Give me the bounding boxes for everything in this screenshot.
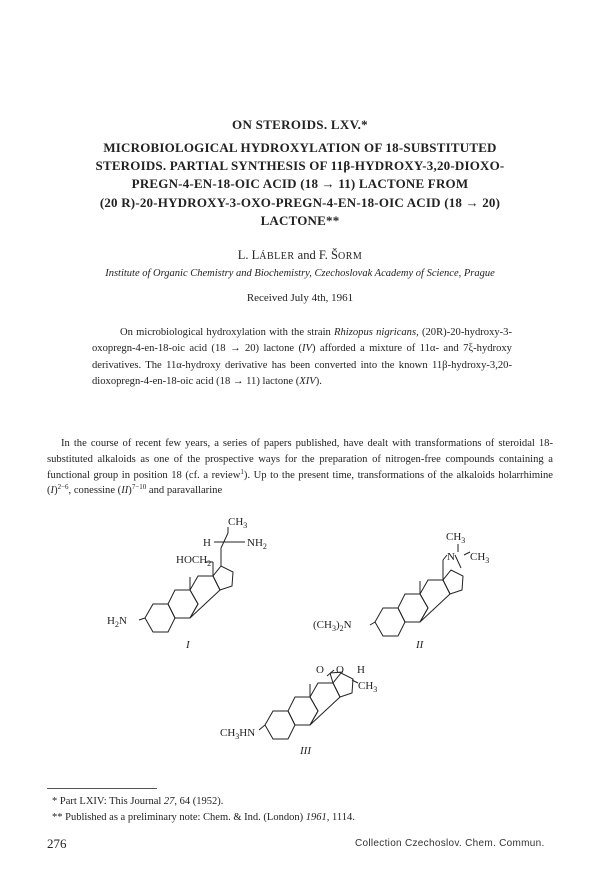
o-label: O <box>316 664 324 676</box>
nh2-label: $NH_2$ <box>247 537 267 551</box>
title-line: (20 R)-20-HYDROXY-3-OXO-PREGN-4-EN-18-OIC ACID (18 → 20) <box>99 194 501 210</box>
compound-label-III: III <box>300 745 311 757</box>
title-line: STEROIDS. PARTIAL SYNTHESIS OF 11β-HYDROXY-3,20-DIOXO- <box>95 158 505 174</box>
received-date: Received July 4th, 1961 <box>246 292 354 304</box>
ch3-label: $CH_3$ <box>470 551 490 565</box>
title-line: MICROBIOLOGICAL HYDROXYLATION OF 18-SUBSTITUTED <box>103 140 497 155</box>
h-label: H <box>357 664 365 676</box>
h-label: H <box>203 537 211 549</box>
structure-III <box>259 670 358 739</box>
abstract: On microbiological hydroxylation with the strain Rhizopus nigricans, (20R)-20-hydroxy-3-oxopregn-4-en-18-oic acid (18 → 20) lactone (IV) afforded a mixture of 11α- and 7ξ-hydroxy derivatives. The 11α-hydroxy derivative has been converted into the known 11β-hydroxy-3,20-dioxopregn-4-en-18-oic acid (18 → 11) lactone (XIV). <box>92 327 513 387</box>
ch3-label: $CH_3$ <box>358 680 378 694</box>
affiliation: Institute of Organic Chemistry and Biochemistry, Czechoslovak Academy of Science, Prague <box>105 268 495 279</box>
series-heading: ON STEROIDS. LXV.* <box>232 117 368 132</box>
body-paragraph: In the course of recent few years, a series of papers published, have dealt with transformations of steroidal 18-substituted alkaloids as one of the prospective ways for the preparation of nitrogen-free compounds containing a functional group in position 18 (cf. a review$^1$). Up to the present time, transformations of the alkaloids holarrhimine $(I)^{2-6}$, conessine (II)$^{7-10}$ and paravallarine <box>47 438 554 497</box>
compound-label-I: I <box>186 639 190 651</box>
title-line: PREGN-4-EN-18-OIC ACID (18 → 11) LACTONE FROM <box>131 176 469 192</box>
title-line: LACTONE** <box>260 212 340 228</box>
footnote-divider <box>47 788 157 789</box>
ch3-label: $CH_3$ <box>446 531 466 545</box>
amine-label: $(CH_3)_2N$ <box>313 619 352 633</box>
structure-I <box>139 527 245 632</box>
footnote: ** Published as a preliminary note: Chem. & Ind. (London) 1961, 1114. <box>52 812 355 823</box>
n-label: N <box>447 551 455 563</box>
o-label: O <box>336 664 344 676</box>
page-number: 276 <box>47 836 67 851</box>
hoch2-label: $HOCH_2$ <box>176 554 212 568</box>
structure-II <box>370 544 470 636</box>
authors: L. LÁBLER and F. ŠORM <box>237 248 363 262</box>
compound-label-II: II <box>416 639 424 651</box>
amine-label: $H_2N$ <box>107 615 127 629</box>
amine-label: $CH_3HN$ <box>220 727 256 741</box>
ch3-label: $CH_3$ <box>228 516 248 530</box>
footnote: * Part LXIV: This Journal 27, 64 (1952). <box>52 796 224 807</box>
journal-name: Collection Czechoslov. Chem. Commun. <box>355 838 545 849</box>
